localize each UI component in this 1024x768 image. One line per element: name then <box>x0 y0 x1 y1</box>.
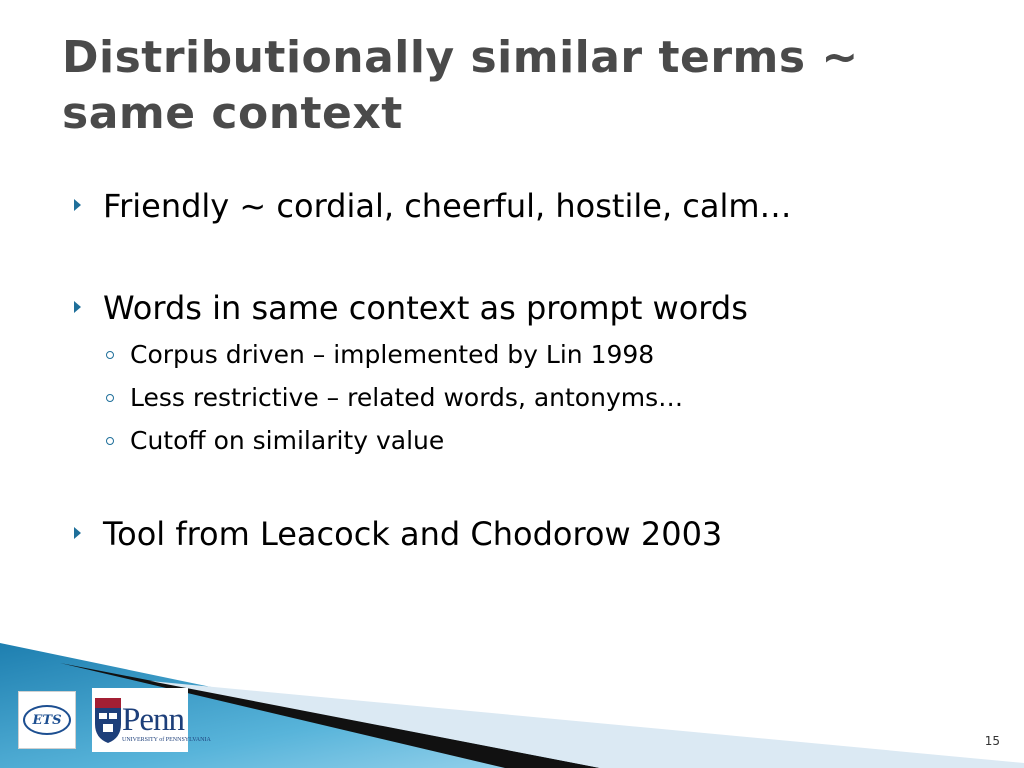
penn-shield-icon <box>94 696 122 744</box>
circle-bullet-icon <box>106 437 114 445</box>
sub-bullet-text: Corpus driven – implemented by Lin 1998 <box>130 340 655 369</box>
sub-bullet-item <box>106 425 444 457</box>
bullet-text: Friendly ~ cordial, cheerful, hostile, calm… <box>103 187 792 225</box>
sub-bullet-text: Less restrictive – related words, antonyms… <box>130 383 684 412</box>
bullet-item <box>74 288 748 328</box>
circle-bullet-icon <box>106 351 114 359</box>
penn-subtitle: UNIVERSITY of PENNSYLVANIA <box>122 737 211 743</box>
ets-logo-mark: ETS <box>23 705 71 735</box>
triangle-bullet-icon <box>74 301 81 313</box>
triangle-bullet-icon <box>74 527 81 539</box>
sub-bullet-item <box>106 382 683 414</box>
sub-bullet-text: Cutoff on similarity value <box>130 426 445 455</box>
bullet-text: Words in same context as prompt words <box>103 289 748 327</box>
penn-wordmark: Penn <box>122 702 184 738</box>
sub-bullet-item <box>106 339 654 371</box>
ets-logo <box>18 691 76 749</box>
bullet-item <box>74 186 792 226</box>
circle-bullet-icon <box>106 394 114 402</box>
bullet-item <box>74 514 722 554</box>
slide-title: Distributionally similar terms ~ same context <box>62 32 859 139</box>
penn-logo <box>92 688 211 752</box>
slide-number: 15 <box>984 734 1000 748</box>
bullet-text: Tool from Leacock and Chodorow 2003 <box>103 515 723 553</box>
triangle-bullet-icon <box>74 199 81 211</box>
